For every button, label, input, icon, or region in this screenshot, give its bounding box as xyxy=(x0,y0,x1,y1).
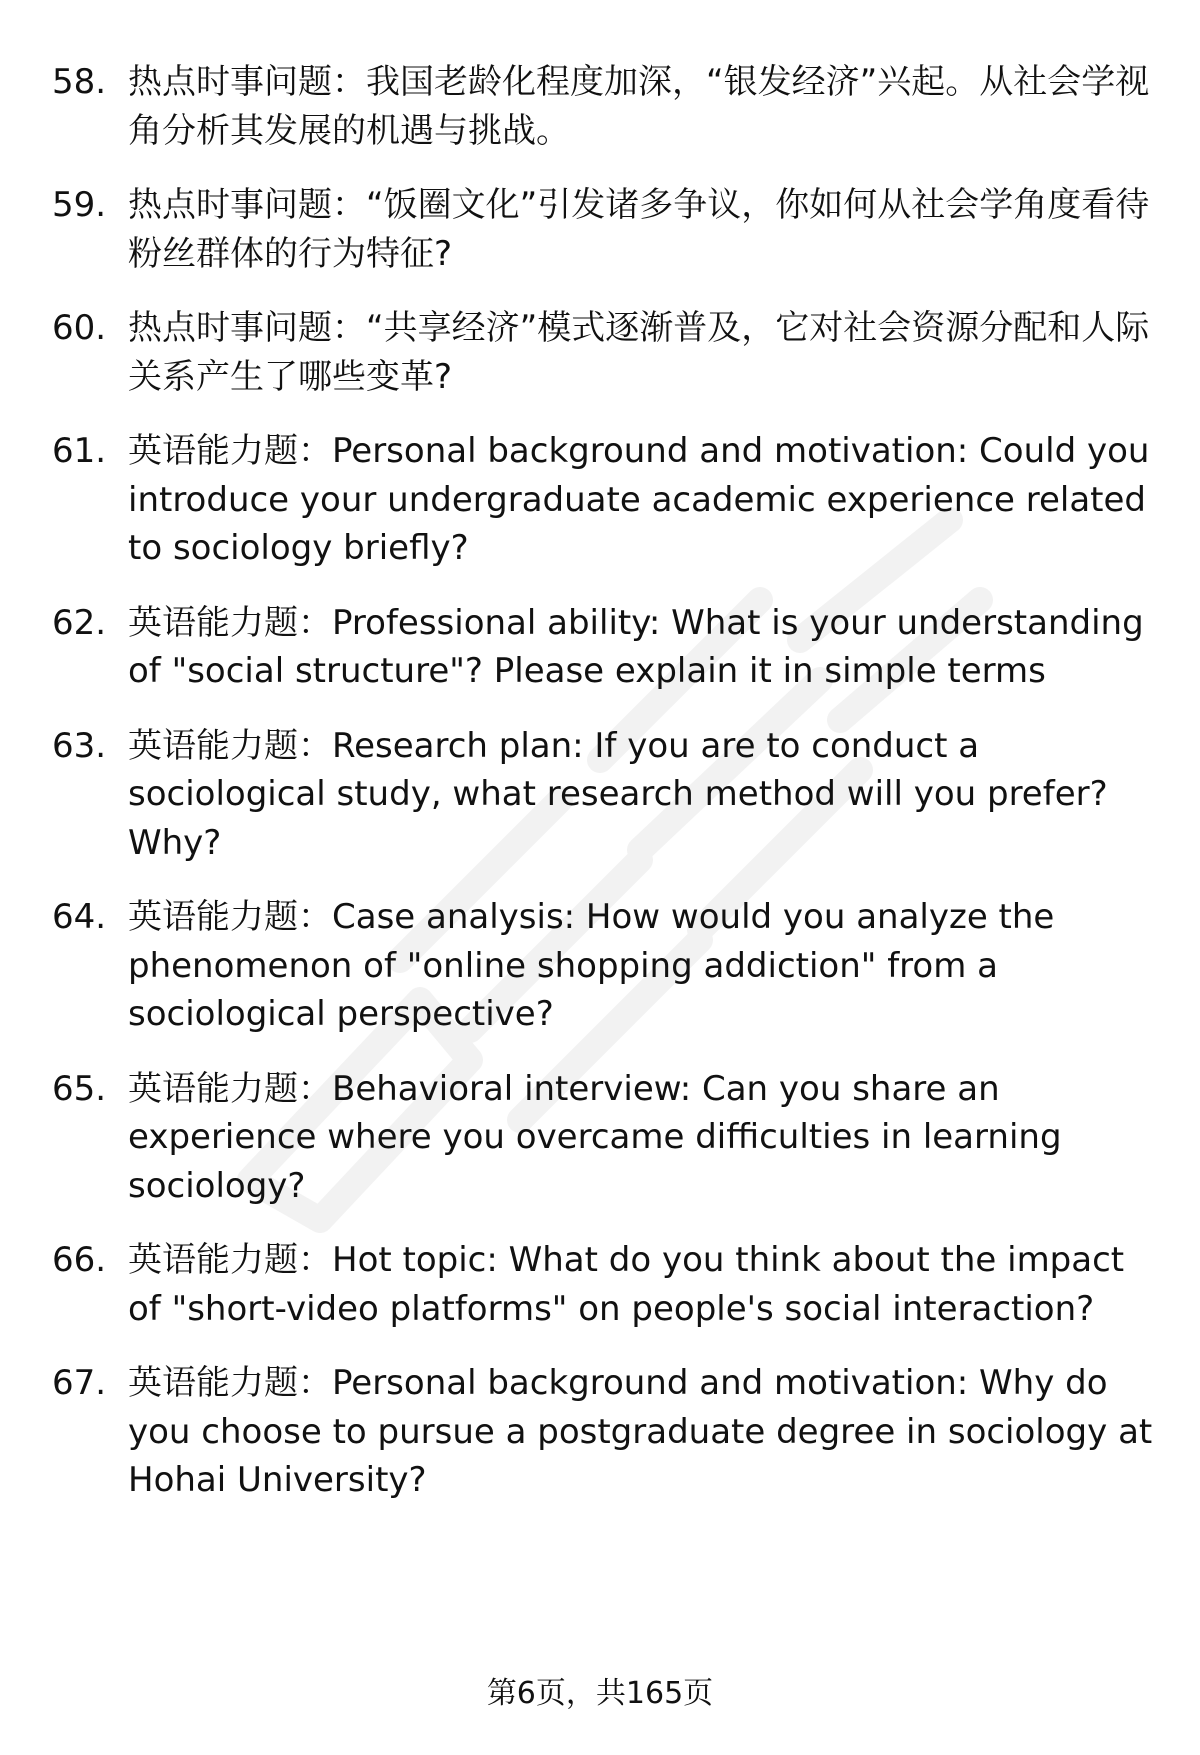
question-text: 英语能力题：Case analysis: How would you analyze the phenomenon of "online shopping addiction" from a sociological perspective? xyxy=(128,897,1055,1034)
question-number: 61. xyxy=(52,431,107,471)
question-text: 英语能力题：Personal background and motivation: Could you introduce your undergraduate academic experience related to sociology briefly? xyxy=(128,431,1150,568)
question-item xyxy=(52,304,1157,401)
question-number: 67. xyxy=(52,1363,107,1403)
question-text: 热点时事问题：我国老龄化程度加深，“银发经济”兴起。从社会学视角分析其发展的机遇与挑战。 xyxy=(128,62,1150,151)
question-item xyxy=(52,1236,1157,1333)
question-number: 64. xyxy=(52,897,107,937)
question-number: 58. xyxy=(52,62,107,102)
question-text: 英语能力题：Research plan: If you are to conduct a sociological study, what research method will you prefer? Why? xyxy=(128,725,1108,863)
question-number: 62. xyxy=(52,602,107,643)
question-number: 65. xyxy=(52,1068,107,1109)
question-text: 热点时事问题：“饭圈文化”引发诸多争议，你如何从社会学角度看待粉丝群体的行为特征? xyxy=(128,185,1150,274)
question-item xyxy=(52,427,1157,573)
question-number: 63. xyxy=(52,725,107,766)
question-item xyxy=(52,181,1157,278)
question-item xyxy=(52,722,1157,868)
question-item xyxy=(52,893,1157,1039)
question-item xyxy=(52,1359,1157,1505)
question-text: 英语能力题：Professional ability: What is your understanding of "social structure"? Please explain it in simple terms xyxy=(128,602,1144,691)
question-item xyxy=(52,599,1157,696)
question-text: 热点时事问题：“共享经济”模式逐渐普及，它对社会资源分配和人际关系产生了哪些变革? xyxy=(128,308,1150,397)
question-number: 66. xyxy=(52,1240,107,1280)
question-number: 59. xyxy=(52,185,107,225)
question-text: 英语能力题：Personal background and motivation: Why do you choose to pursue a postgraduate degree in sociology at Hohai University? xyxy=(128,1363,1153,1500)
question-item xyxy=(52,1065,1157,1211)
question-text: 英语能力题：Hot topic: What do you think about the impact of "short-video platforms" on people's social interaction? xyxy=(128,1240,1125,1329)
page-footer: 第6页，共165页 xyxy=(486,1676,714,1711)
question-list xyxy=(52,58,1157,1531)
question-number: 60. xyxy=(52,308,107,348)
question-item xyxy=(52,58,1157,155)
question-text: 英语能力题：Behavioral interview: Can you share an experience where you overcame difficulties in learning sociology? xyxy=(128,1068,1062,1206)
